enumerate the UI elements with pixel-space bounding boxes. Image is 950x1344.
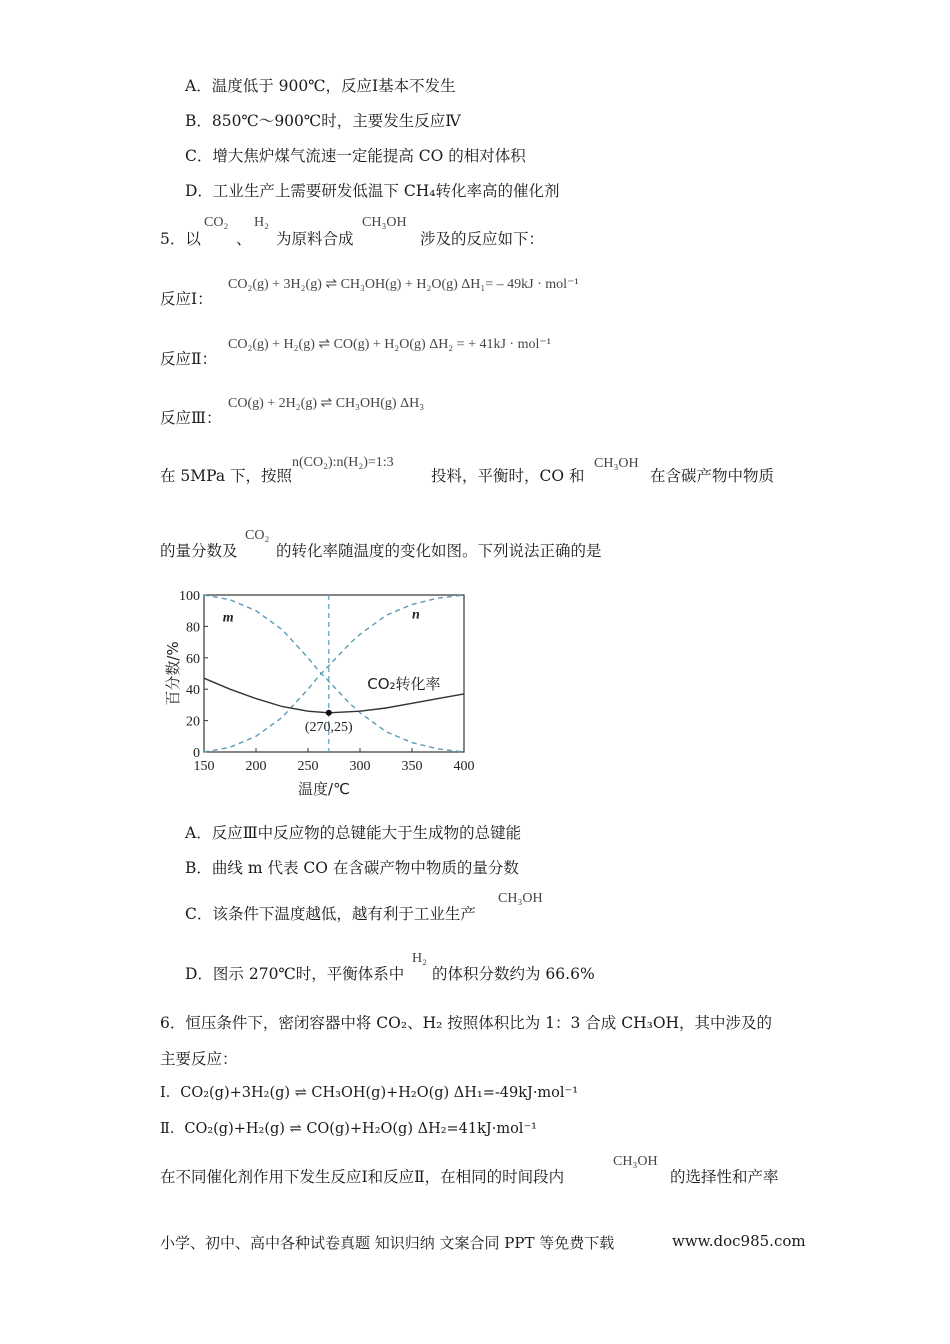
q6-line2: 主要反应： [160, 1050, 238, 1068]
q5-option-c-text: C．该条件下温度越低，越有利于工业生产 [185, 905, 476, 923]
q5-stem-suffix: 涉及的反应如下： [420, 230, 545, 248]
q5-cond-ratio: n(CO₂):n(H₂)=1:3 [292, 455, 394, 470]
q5-reaction3-equation: CO(g) + 2H₂(g) ⇌ CH₃OH(g) ΔH₃ [228, 396, 425, 411]
q4-option-b: B．850℃～900℃时，主要发生反应Ⅳ [185, 112, 461, 130]
footer-promo: 小学、初中、高中各种试卷真题 知识归纳 文案合同 PPT 等免费下载 [160, 1234, 615, 1252]
q5-option-d-prefix: D．图示 270℃时，平衡体系中 [185, 965, 405, 983]
q4-option-c: C．增大焦炉煤气流速一定能提高 CO 的相对体积 [185, 147, 526, 165]
curve-label-co2-conversion: CO₂转化率 [367, 675, 441, 694]
q5-stem-prefix: 5．以 [160, 230, 201, 248]
q5-option-d-formula: H₂ [412, 951, 427, 966]
q5-option-b: B．曲线 m 代表 CO 在含碳产物中物质的量分数 [185, 859, 519, 877]
q5-line2-suffix: 的转化率随温度的变化如图。下列说法正确的是 [276, 542, 602, 560]
y-tick-label: 60 [186, 651, 200, 667]
y-tick-label: 40 [186, 683, 200, 699]
q5-co2-formula: CO₂ [204, 215, 229, 230]
q5-option-d-suffix: 的体积分数约为 66.6% [432, 965, 595, 983]
q5-line2-co2: CO₂ [245, 528, 270, 543]
q5-reaction3-label: 反应Ⅲ： [160, 409, 222, 427]
y-tick-label: 100 [179, 589, 200, 604]
q6-reaction1: Ⅰ．CO₂(g)+3H₂(g) ⇌ CH₃OH(g)+H₂O(g) ΔH₁=-49kJ·mol⁻¹ [160, 1085, 579, 1101]
x-tick-label: 150 [193, 759, 215, 774]
curve-label-n: n [412, 607, 420, 623]
q5-stem-sep: 、 [236, 230, 252, 248]
q6-line3-formula: CH₃OH [613, 1154, 658, 1169]
footer-website: www.doc985.com [672, 1232, 806, 1250]
q5-reaction1-label: 反应Ⅰ： [160, 290, 213, 308]
q6-line1: 6．恒压条件下，密闭容器中将 CO₂、H₂ 按照体积比为 1：3 合成 CH₃OH，其中涉及的 [160, 1014, 773, 1032]
y-axis-label: 百分数/% [164, 641, 182, 706]
x-tick-label: 250 [297, 759, 319, 774]
q5-line2-prefix: 的量分数及 [160, 542, 238, 560]
x-tick-label: 400 [453, 759, 475, 774]
q5-cond-prefix: 在 5MPa 下，按照 [160, 467, 293, 485]
q5-h2-formula: H₂ [254, 215, 269, 230]
y-tick-label: 20 [186, 714, 200, 730]
x-tick-label: 350 [401, 759, 423, 774]
y-tick-label: 0 [193, 746, 200, 761]
q6-reaction2: Ⅱ．CO₂(g)+H₂(g) ⇌ CO(g)+H₂O(g) ΔH₂=41kJ·mol⁻¹ [160, 1121, 537, 1137]
q5-option-c-formula: CH₃OH [498, 891, 543, 906]
marker-point [326, 710, 332, 716]
x-tick-label: 300 [349, 759, 371, 774]
q5-cond-suffix: 在含碳产物中物质 [650, 467, 775, 485]
q4-option-d: D．工业生产上需要研发低温下 CH₄转化率高的催化剂 [185, 182, 560, 200]
q6-line3-suffix: 的选择性和产率 [670, 1168, 779, 1186]
q5-reaction2-label: 反应Ⅱ： [160, 350, 218, 368]
marker-label: (270,25) [304, 719, 353, 735]
q5-ch3oh-formula: CH₃OH [362, 215, 407, 230]
curve-label-m: m [222, 610, 234, 626]
q5-cond-ch3oh: CH₃OH [594, 456, 639, 471]
x-tick-label: 200 [245, 759, 267, 774]
q5-chart [160, 580, 490, 810]
x-axis-label: 温度/℃ [298, 780, 350, 798]
y-tick-label: 80 [186, 620, 200, 636]
q6-line3-prefix: 在不同催化剂作用下发生反应Ⅰ和反应Ⅱ，在相同的时间段内 [160, 1168, 565, 1186]
q5-cond-mid: 投料，平衡时，CO 和 [431, 467, 585, 485]
q4-option-a: A．温度低于 900℃，反应Ⅰ基本不发生 [185, 77, 456, 95]
q5-reaction1-equation: CO₂(g) + 3H₂(g) ⇌ CH₃OH(g) + H₂O(g) ΔH₁= – 49kJ · mol⁻¹ [228, 277, 579, 292]
q5-stem-mid: 为原料合成 [276, 230, 354, 248]
q5-option-a: A．反应Ⅲ中反应物的总键能大于生成物的总键能 [185, 824, 522, 842]
q5-reaction2-equation: CO₂(g) + H₂(g) ⇌ CO(g) + H₂O(g) ΔH₂ = + 41kJ · mol⁻¹ [228, 337, 551, 352]
